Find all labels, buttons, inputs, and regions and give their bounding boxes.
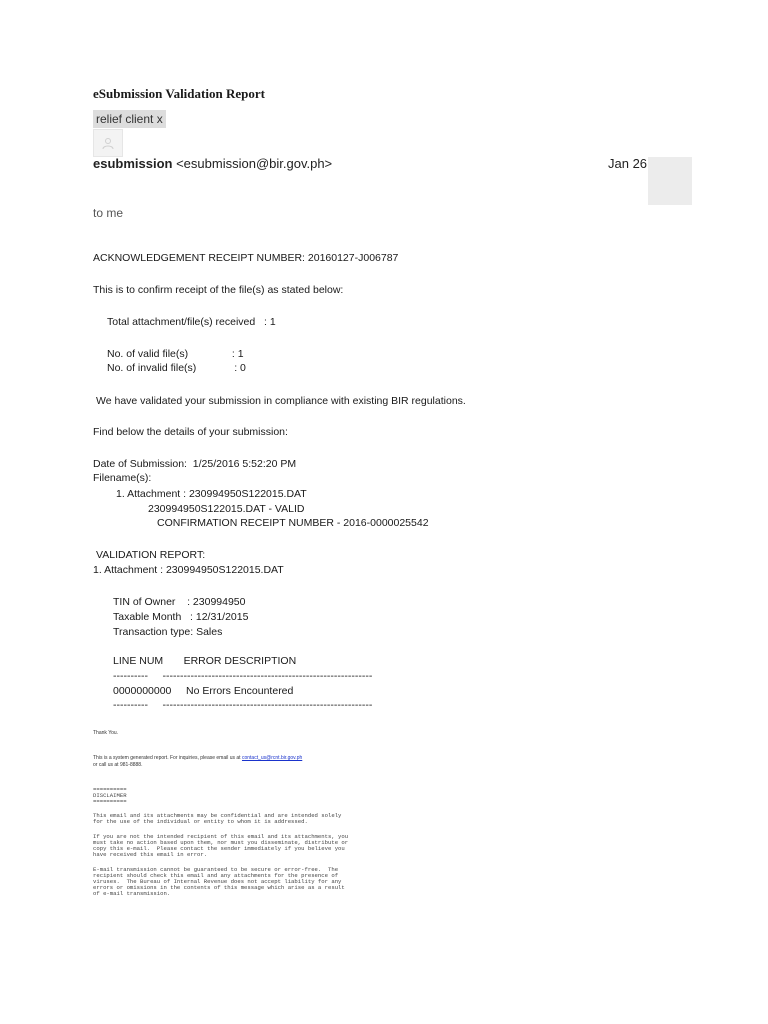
disclaimer-line: errors or omissions in the contents of this message which arise as a result: [93, 884, 345, 891]
disclaimer-line: must take no action based upon them, nor must you disseminate, distribute or: [93, 839, 349, 846]
disclaimer-line: of e-mail transmission.: [93, 890, 171, 897]
email-subject: eSubmission Validation Report: [93, 86, 265, 101]
table-divider: ---------- ------------------------------------------------------------: [113, 670, 373, 682]
label-chip[interactable]: relief client x: [93, 110, 166, 128]
validation-report-heading: VALIDATION REPORT:: [96, 549, 206, 561]
transaction-type: Transaction type: Sales: [113, 626, 223, 638]
table-header: LINE NUM ERROR DESCRIPTION: [113, 655, 297, 667]
report-attachment: 1. Attachment : 230994950S122015.DAT: [93, 564, 284, 576]
table-row: 0000000000 No Errors Encountered: [113, 685, 294, 697]
ack-number: ACKNOWLEDGEMENT RECEIPT NUMBER: 20160127-J006787: [93, 252, 399, 264]
sender-email: <esubmission@bir.gov.ph>: [176, 156, 333, 171]
recipient-to-me[interactable]: to me: [93, 206, 124, 220]
avatar-icon: [101, 136, 115, 150]
confirmation-number: CONFIRMATION RECEIPT NUMBER - 2016-0000025542: [157, 517, 429, 529]
disclaimer-rule: ==========: [93, 798, 127, 805]
system-notice-text: This is a system generated report. For inquiries, please email us at: [93, 755, 242, 761]
disclaimer-line: copy this e-mail. Please contact the sender immediately if you believe you: [93, 845, 345, 852]
contact-email-link[interactable]: contact_us@rcnt.bir.gov.ph: [241, 755, 303, 761]
system-notice: [93, 755, 302, 761]
attachment-entry: 1. Attachment : 230994950S122015.DAT: [116, 488, 307, 500]
disclaimer-line: have received this email in error.: [93, 851, 208, 858]
validated-text: We have validated your submission in compliance with existing BIR regulations.: [96, 395, 466, 407]
disclaimer-line: E-mail transmission cannot be guaranteed to be secure or error-free. The: [93, 866, 339, 873]
invalid-files: No. of invalid file(s) : 0: [107, 362, 246, 374]
confirm-text: This is to confirm receipt of the file(s) as stated below:: [93, 284, 344, 296]
disclaimer-rule: ==========: [93, 786, 127, 793]
sender-name: esubmission: [93, 156, 173, 171]
thank-you: Thank You.: [93, 730, 119, 736]
tin-owner: TIN of Owner : 230994950: [113, 596, 246, 608]
disclaimer-line: viruses. The Bureau of Internal Revenue does not accept liability for any: [93, 878, 342, 885]
sender: [93, 156, 332, 171]
avatar: [93, 129, 123, 157]
disclaimer-line: for the use of the individual or entity to whom it is addressed.: [93, 818, 308, 825]
filenames-label: Filename(s):: [93, 472, 152, 484]
disclaimer-heading: DISCLAIMER: [93, 792, 127, 799]
email-date: Jan 26: [608, 156, 648, 171]
find-below-text: Find below the details of your submission:: [93, 426, 288, 438]
table-divider: ---------- ------------------------------------------------------------: [113, 699, 373, 711]
submission-date: Date of Submission: 1/25/2016 5:52:20 PM: [93, 458, 297, 470]
taxable-month: Taxable Month : 12/31/2015: [113, 611, 249, 623]
valid-files: No. of valid file(s) : 1: [107, 348, 244, 360]
disclaimer-line: This email and its attachments may be confidential and are intended solely: [93, 812, 342, 819]
disclaimer-line: If you are not the intended recipient of this email and its attachments, you: [93, 833, 349, 840]
valid-file-status: 230994950S122015.DAT - VALID: [148, 503, 305, 515]
total-files: Total attachment/file(s) received : 1: [107, 316, 276, 328]
disclaimer-line: recipient should check this email and any attachments for the presence of: [93, 872, 339, 879]
reply-control[interactable]: [648, 157, 692, 205]
call-notice: or call us at 981-8888.: [93, 762, 143, 768]
